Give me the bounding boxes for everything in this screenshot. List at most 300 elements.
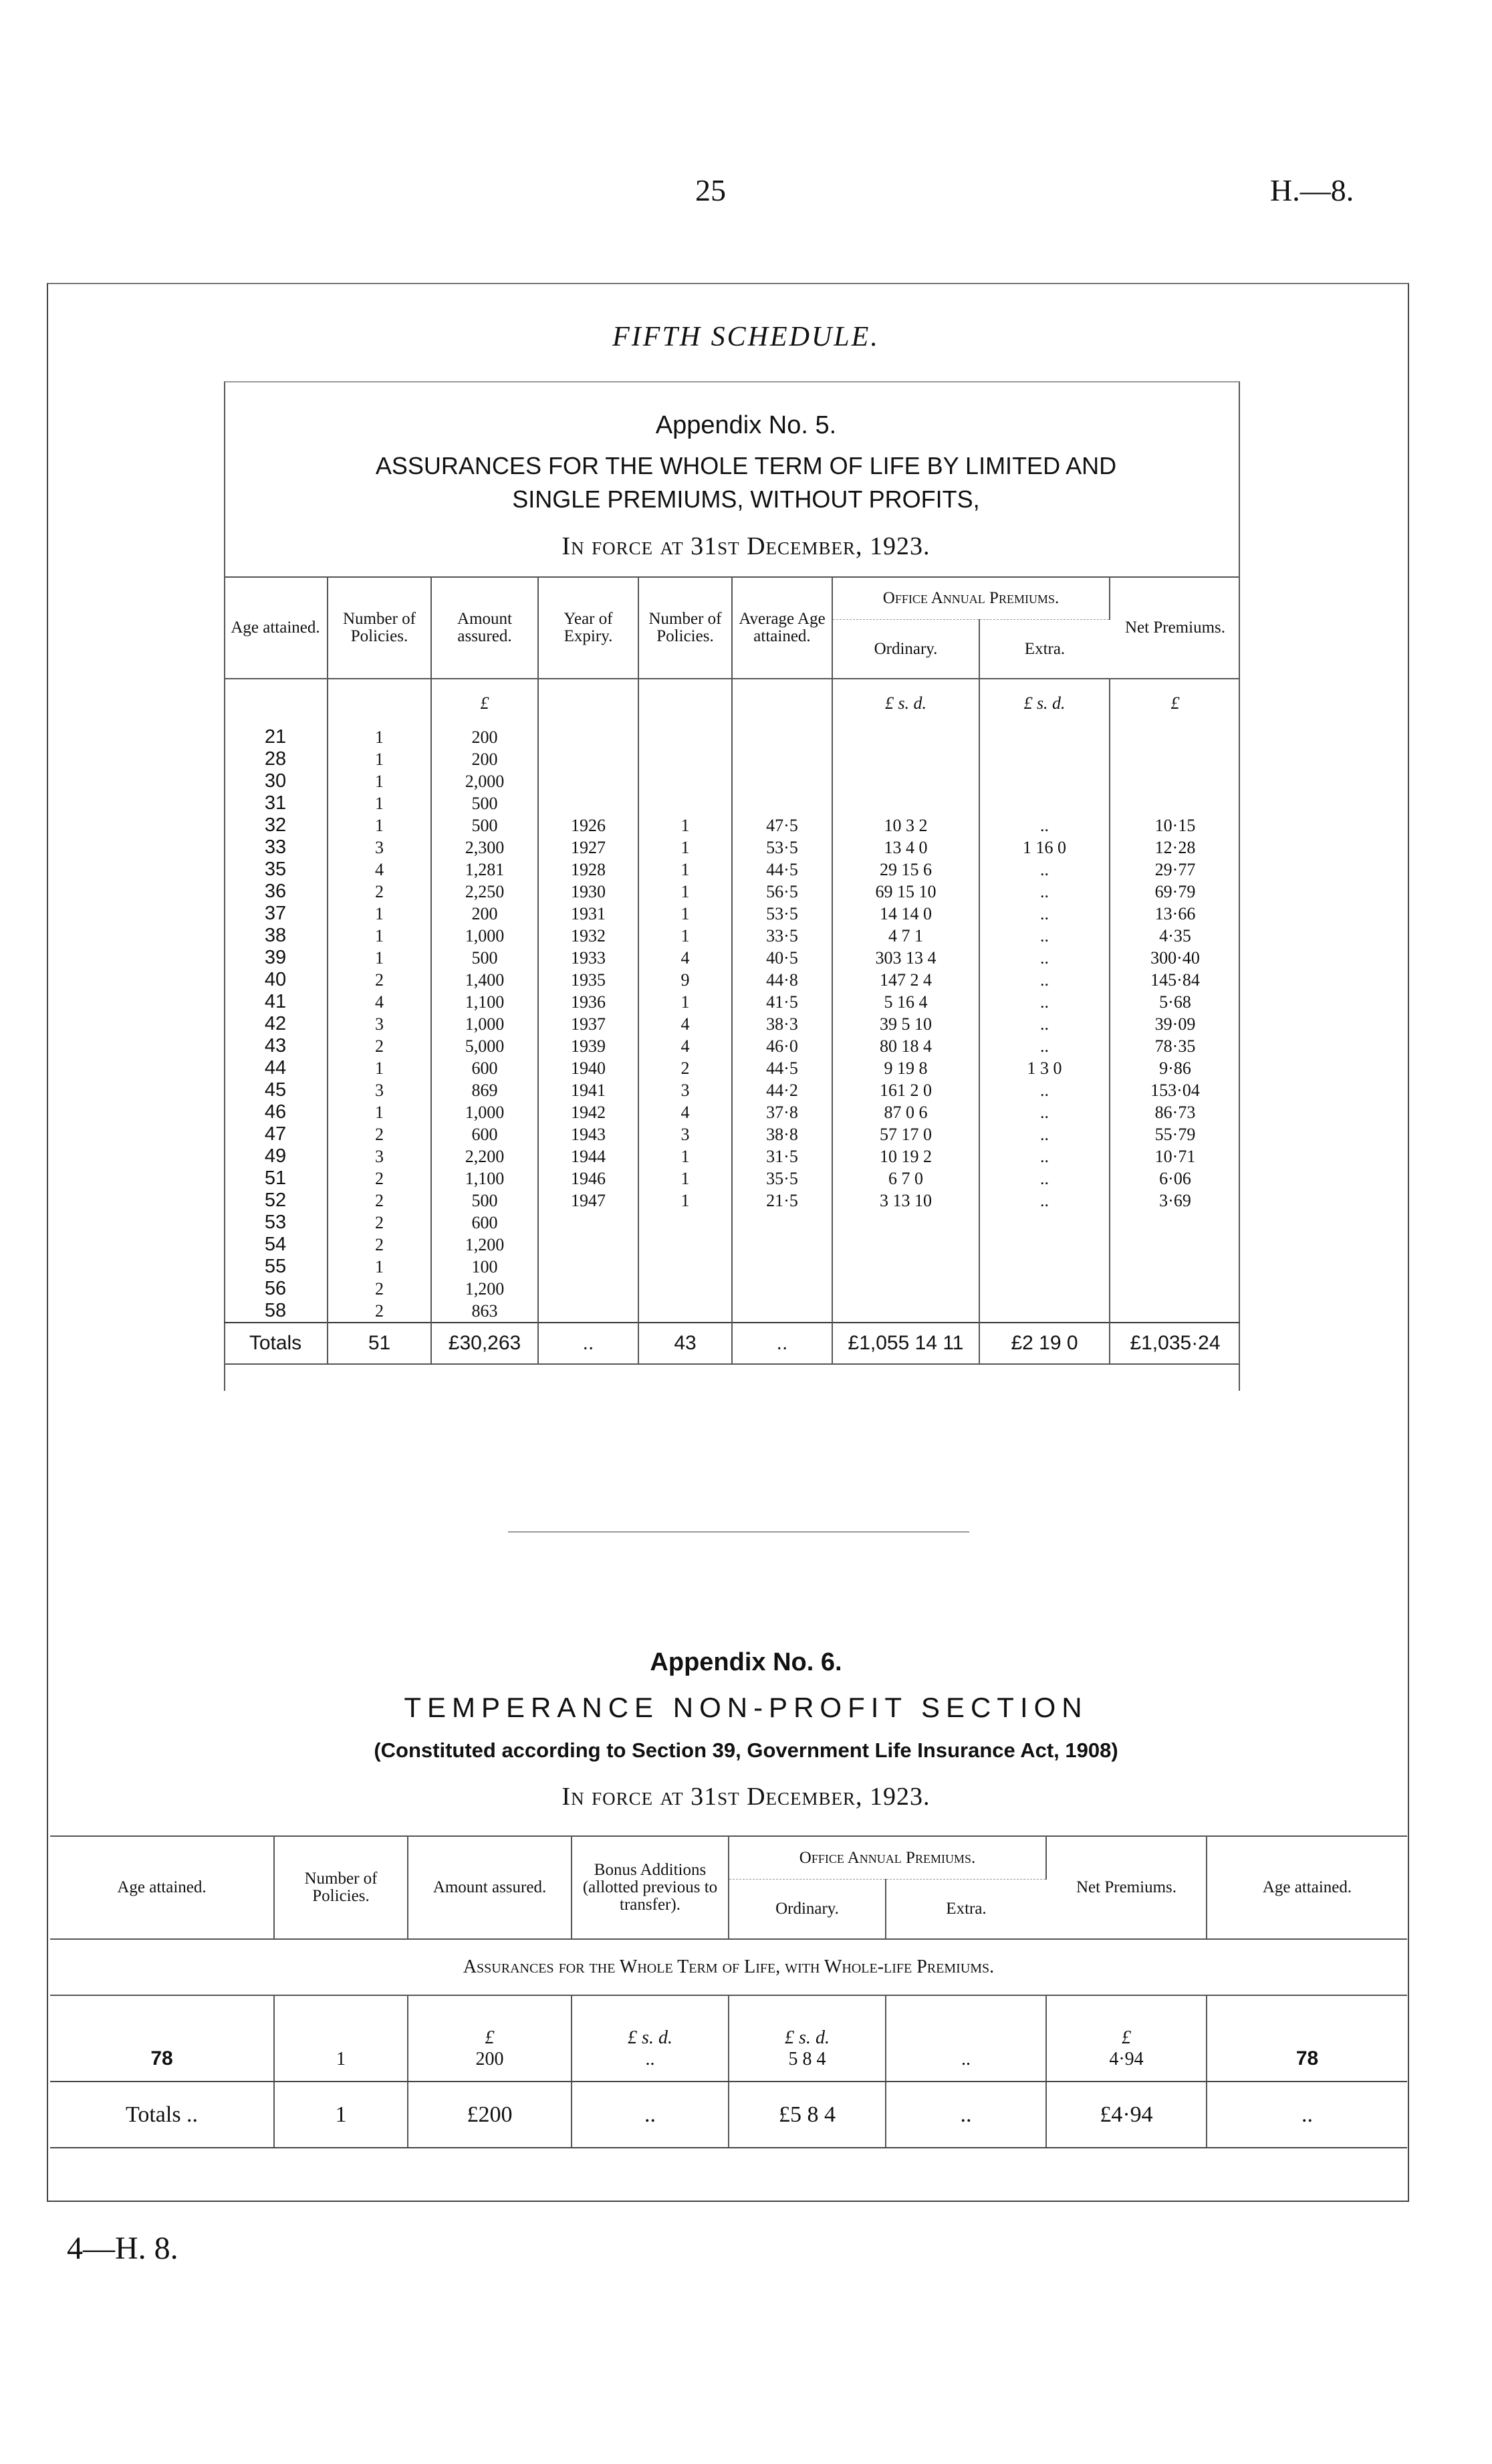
- t6-totals-net: £4·94: [1046, 2082, 1207, 2148]
- t6-header-office-premiums: Office Annual Premiums.: [729, 1836, 1046, 1880]
- cell-amount: 1,100: [431, 1167, 538, 1190]
- cell-avg-age: [732, 1234, 832, 1256]
- cell-extra: ..: [979, 925, 1110, 947]
- cell-extra: [979, 1278, 1110, 1300]
- cell-policies: 2: [328, 1190, 431, 1212]
- cell-policies-2: 1: [638, 903, 732, 925]
- cell-net: [1110, 1256, 1240, 1278]
- table-row: [224, 1167, 1240, 1190]
- cell-net: 9·86: [1159, 1058, 1191, 1078]
- cell-extra: ..: [979, 1013, 1110, 1035]
- header-num-policies-2: Number of Policies.: [638, 577, 732, 679]
- cell-amount: 1,281: [431, 859, 538, 881]
- cell-policies-2: [638, 792, 732, 814]
- t6-section-heading: Assurances for the Whole Term of Life, with Whole-life Premiums.: [50, 1939, 1407, 1995]
- table-row: [224, 925, 1240, 947]
- cell-extra: ..: [979, 1035, 1110, 1057]
- table-row: [224, 1190, 1240, 1212]
- t6-totals-extra: ..: [886, 2082, 1046, 2148]
- t6-section-row: [50, 1939, 1407, 1995]
- cell-year-expiry: [538, 748, 638, 770]
- cell-extra: 1 3 0: [979, 1057, 1110, 1079]
- cell-policies-2: 1: [638, 836, 732, 859]
- cell-policies-2: 4: [638, 947, 732, 969]
- t6-header-age-2: Age attained.: [1207, 1836, 1407, 1939]
- cell-policies: 1: [328, 1057, 431, 1079]
- t6-amount-value: 200: [475, 2049, 504, 2069]
- cell-ordinary: 6 7 0: [832, 1167, 979, 1190]
- cell-year-expiry: 1940: [538, 1057, 638, 1079]
- table-row: [224, 792, 1240, 814]
- units-row: [224, 679, 1240, 726]
- cell-ordinary: 29 15 6: [832, 859, 979, 881]
- cell-ordinary: 147 2 4: [832, 969, 979, 991]
- cell-age: 41: [224, 991, 328, 1013]
- cell-policies: 4: [328, 859, 431, 881]
- cell-policies-2: [638, 1278, 732, 1300]
- table-row: [224, 1278, 1240, 1300]
- cell-age: 54: [224, 1234, 328, 1256]
- cell-amount: 1,000: [431, 1013, 538, 1035]
- cell-year-expiry: 1933: [538, 947, 638, 969]
- cell-ordinary: 5 16 4: [832, 991, 979, 1013]
- cell-policies: 3: [328, 1013, 431, 1035]
- cell-policies-2: [638, 1300, 732, 1323]
- cell-avg-age: 37·8: [732, 1101, 832, 1123]
- section-divider: [508, 1531, 969, 1533]
- cell-policies: 1: [328, 770, 431, 792]
- cell-age: 44: [224, 1057, 328, 1079]
- cell-avg-age: 38·3: [732, 1013, 832, 1035]
- cell-year-expiry: 1939: [538, 1035, 638, 1057]
- cell-net: [1110, 770, 1240, 792]
- header-age: Age attained.: [224, 577, 328, 679]
- cell-ordinary: 303 13 4: [832, 947, 979, 969]
- cell-ordinary: [832, 726, 979, 748]
- cell-net: 39·09: [1154, 1014, 1196, 1034]
- table-row: [224, 814, 1240, 836]
- header-num-policies: Number of Policies.: [328, 577, 431, 679]
- cell-policies: 3: [328, 1079, 431, 1101]
- cell-age: 39: [224, 947, 328, 969]
- appendix5-title: Appendix No. 5.: [655, 411, 837, 439]
- cell-extra: ..: [979, 1145, 1110, 1167]
- cell-net: 4·35: [1159, 926, 1191, 945]
- cell-net: 153·04: [1150, 1081, 1200, 1100]
- cell-net: 13·66: [1154, 904, 1196, 923]
- unit-net: £: [1170, 693, 1180, 713]
- cell-policies: 2: [328, 1212, 431, 1234]
- cell-policies: 1: [328, 925, 431, 947]
- header-amount: Amount assured.: [431, 577, 538, 679]
- cell-year-expiry: 1943: [538, 1123, 638, 1145]
- cell-age: 45: [224, 1079, 328, 1101]
- t6-extra: ..: [886, 1995, 1046, 2082]
- cell-avg-age: 31·5: [732, 1145, 832, 1167]
- cell-policies: 1: [328, 814, 431, 836]
- cell-age: 46: [224, 1101, 328, 1123]
- cell-policies: 2: [328, 1278, 431, 1300]
- t6-unit-amount: £: [485, 2027, 495, 2048]
- cell-policies: 2: [328, 1167, 431, 1190]
- cell-net: [1110, 726, 1240, 748]
- cell-year-expiry: 1944: [538, 1145, 638, 1167]
- cell-policies: 1: [328, 1256, 431, 1278]
- cell-policies: 2: [328, 881, 431, 903]
- cell-policies-2: 4: [638, 1035, 732, 1057]
- cell-avg-age: 33·5: [732, 925, 832, 947]
- t6-totals-policies: 1: [274, 2082, 408, 2148]
- cell-amount: 1,200: [431, 1278, 538, 1300]
- unit-amount: £: [431, 679, 538, 726]
- appendix5-table: [224, 576, 1240, 1365]
- cell-age: 32: [224, 814, 328, 836]
- cell-avg-age: 44·5: [732, 1057, 832, 1079]
- cell-amount: 200: [431, 748, 538, 770]
- t6-unit-net: £: [1122, 2027, 1131, 2048]
- cell-extra: ..: [979, 947, 1110, 969]
- table-row: [224, 1145, 1240, 1167]
- cell-year-expiry: 1928: [538, 859, 638, 881]
- cell-policies-2: 3: [638, 1079, 732, 1101]
- unit-extra: £ s. d.: [979, 679, 1110, 726]
- cell-extra: ..: [979, 859, 1110, 881]
- cell-amount: 1,000: [431, 925, 538, 947]
- cell-ordinary: 10 3 2: [832, 814, 979, 836]
- cell-net: 55·79: [1154, 1125, 1196, 1144]
- t6-totals-bonus: ..: [572, 2082, 729, 2148]
- cell-policies: 1: [328, 748, 431, 770]
- cell-amount: 863: [431, 1300, 538, 1323]
- cell-ordinary: [832, 1278, 979, 1300]
- cell-age: 55: [224, 1256, 328, 1278]
- document-reference: H.—8.: [1270, 173, 1354, 207]
- cell-policies-2: 1: [638, 925, 732, 947]
- cell-policies: 2: [328, 1123, 431, 1145]
- cell-year-expiry: 1935: [538, 969, 638, 991]
- cell-net: 6·06: [1159, 1169, 1191, 1188]
- cell-avg-age: [732, 1212, 832, 1234]
- cell-policies-2: [638, 770, 732, 792]
- cell-net: 69·79: [1154, 882, 1196, 901]
- cell-avg-age: [732, 792, 832, 814]
- appendix6-in-force: In force at 31st December, 1923.: [562, 1783, 930, 1811]
- cell-policies: 2: [328, 969, 431, 991]
- cell-avg-age: 56·5: [732, 881, 832, 903]
- cell-age: 42: [224, 1013, 328, 1035]
- appendix5-subtitle-line1: ASSURANCES FOR THE WHOLE TERM OF LIFE BY LIMITED AND: [375, 452, 1117, 479]
- table-row: [224, 726, 1240, 748]
- cell-year-expiry: 1946: [538, 1167, 638, 1190]
- cell-year-expiry: [538, 792, 638, 814]
- cell-extra: ..: [979, 1079, 1110, 1101]
- t6-header-num-policies: Number of Policies.: [274, 1836, 408, 1939]
- header-office-premiums: Office Annual Premiums.: [832, 577, 1110, 620]
- cell-extra: [979, 1234, 1110, 1256]
- totals-year: ..: [538, 1323, 638, 1364]
- cell-amount: 1,200: [431, 1234, 538, 1256]
- cell-ordinary: [832, 1234, 979, 1256]
- table-row: [224, 1013, 1240, 1035]
- cell-avg-age: 40·5: [732, 947, 832, 969]
- t6-net-value: 4·94: [1109, 2049, 1144, 2069]
- cell-policies: 3: [328, 836, 431, 859]
- cell-year-expiry: 1947: [538, 1190, 638, 1212]
- cell-ordinary: 80 18 4: [832, 1035, 979, 1057]
- unit-ordinary: £ s. d.: [832, 679, 979, 726]
- cell-age: 58: [224, 1300, 328, 1323]
- totals-row: [224, 1323, 1240, 1364]
- cell-avg-age: 35·5: [732, 1167, 832, 1190]
- t6-header-net: Net Premiums.: [1046, 1836, 1207, 1939]
- cell-extra: [979, 1256, 1110, 1278]
- t6-totals-amount: £200: [408, 2082, 572, 2148]
- cell-amount: 5,000: [431, 1035, 538, 1057]
- cell-avg-age: 53·5: [732, 903, 832, 925]
- table-row: [224, 1101, 1240, 1123]
- cell-policies: 1: [328, 792, 431, 814]
- cell-policies-2: 4: [638, 1013, 732, 1035]
- cell-extra: ..: [979, 881, 1110, 903]
- t6-totals-row: [50, 2082, 1407, 2148]
- cell-amount: 500: [431, 814, 538, 836]
- cell-age: 51: [224, 1167, 328, 1190]
- header-year-expiry: Year of Expiry.: [538, 577, 638, 679]
- cell-ordinary: [832, 792, 979, 814]
- t6-unit-ordinary: £ s. d.: [785, 2027, 830, 2048]
- cell-extra: ..: [979, 903, 1110, 925]
- cell-amount: 200: [431, 726, 538, 748]
- cell-amount: 1,400: [431, 969, 538, 991]
- cell-policies-2: 1: [638, 1190, 732, 1212]
- cell-policies-2: 1: [638, 814, 732, 836]
- cell-age: 49: [224, 1145, 328, 1167]
- t6-net: [1046, 1995, 1207, 2082]
- t6-header-amount: Amount assured.: [408, 1836, 572, 1939]
- cell-extra: [979, 748, 1110, 770]
- cell-avg-age: [732, 726, 832, 748]
- cell-age: 56: [224, 1278, 328, 1300]
- cell-extra: ..: [979, 991, 1110, 1013]
- table-row: [224, 1256, 1240, 1278]
- cell-extra: [979, 1300, 1110, 1323]
- cell-avg-age: [732, 1256, 832, 1278]
- cell-year-expiry: 1936: [538, 991, 638, 1013]
- cell-policies-2: [638, 1234, 732, 1256]
- cell-year-expiry: [538, 1300, 638, 1323]
- t6-header-age: Age attained.: [50, 1836, 274, 1939]
- cell-amount: 500: [431, 792, 538, 814]
- appendix5-in-force: In force at 31st December, 1923.: [562, 532, 930, 560]
- cell-policies-2: 1: [638, 859, 732, 881]
- cell-year-expiry: 1937: [538, 1013, 638, 1035]
- footer-signature: 4—H. 8.: [67, 2231, 178, 2266]
- cell-age: 52: [224, 1190, 328, 1212]
- cell-age: 36: [224, 881, 328, 903]
- t6-ordinary: [729, 1995, 886, 2082]
- cell-year-expiry: 1941: [538, 1079, 638, 1101]
- t6-totals-age: ..: [1207, 2082, 1407, 2148]
- t6-policies: 1: [274, 1995, 408, 2082]
- cell-age: 21: [224, 726, 328, 748]
- cell-amount: 1,000: [431, 1101, 538, 1123]
- cell-year-expiry: [538, 1278, 638, 1300]
- appendix6-subtitle: TEMPERANCE NON-PROFIT SECTION: [404, 1692, 1088, 1723]
- table-row: [224, 836, 1240, 859]
- cell-ordinary: [832, 748, 979, 770]
- cell-age: 43: [224, 1035, 328, 1057]
- totals-extra: £2 19 0: [979, 1323, 1110, 1364]
- cell-ordinary: 87 0 6: [832, 1101, 979, 1123]
- cell-avg-age: 44·5: [732, 859, 832, 881]
- t6-header-extra: Extra.: [886, 1880, 1046, 1939]
- table-row: [224, 991, 1240, 1013]
- table-row: [224, 859, 1240, 881]
- cell-policies-2: 3: [638, 1123, 732, 1145]
- cell-policies: 2: [328, 1300, 431, 1323]
- cell-year-expiry: [538, 770, 638, 792]
- cell-ordinary: 14 14 0: [832, 903, 979, 925]
- header-extra: Extra.: [979, 620, 1110, 679]
- cell-age: 37: [224, 903, 328, 925]
- cell-age: 33: [224, 836, 328, 859]
- cell-ordinary: [832, 1256, 979, 1278]
- table-row: [224, 969, 1240, 991]
- cell-year-expiry: 1932: [538, 925, 638, 947]
- table-row: [224, 1035, 1240, 1057]
- cell-policies-2: 1: [638, 1145, 732, 1167]
- cell-policies-2: [638, 748, 732, 770]
- totals-amount: £30,263: [431, 1323, 538, 1364]
- cell-net: [1110, 1234, 1240, 1256]
- cell-amount: 600: [431, 1057, 538, 1079]
- cell-policies: 2: [328, 1035, 431, 1057]
- cell-net: 86·73: [1154, 1103, 1196, 1122]
- cell-ordinary: 13 4 0: [832, 836, 979, 859]
- cell-extra: ..: [979, 1101, 1110, 1123]
- totals-net: £1,035·24: [1110, 1323, 1240, 1364]
- t6-unit-bonus: £ s. d.: [628, 2027, 672, 2048]
- cell-extra: 1 16 0: [979, 836, 1110, 859]
- cell-avg-age: 47·5: [732, 814, 832, 836]
- appendix6-constituted: (Constituted according to Section 39, Government Life Insurance Act, 1908): [374, 1739, 1118, 1762]
- cell-net: 12·28: [1154, 838, 1196, 857]
- cell-policies-2: 1: [638, 881, 732, 903]
- page-number: 25: [695, 173, 726, 207]
- cell-year-expiry: [538, 726, 638, 748]
- cell-avg-age: 53·5: [732, 836, 832, 859]
- header-ordinary: Ordinary.: [832, 620, 979, 679]
- cell-amount: 200: [431, 903, 538, 925]
- cell-age: 47: [224, 1123, 328, 1145]
- cell-extra: [979, 770, 1110, 792]
- appendix5-subtitle-line2: SINGLE PREMIUMS, WITHOUT PROFITS,: [512, 485, 980, 513]
- totals-policies: 51: [328, 1323, 431, 1364]
- table-row: [224, 881, 1240, 903]
- t6-totals-label: Totals ..: [50, 2082, 274, 2148]
- cell-ordinary: 57 17 0: [832, 1123, 979, 1145]
- cell-age: 31: [224, 792, 328, 814]
- cell-policies: 2: [328, 1234, 431, 1256]
- table-row: [224, 1123, 1240, 1145]
- t6-header-bonus: Bonus Additions (allotted previous to transfer).: [572, 1836, 729, 1939]
- t6-totals-ordinary: £5 8 4: [729, 2082, 886, 2148]
- t6-data-row: [50, 1995, 1407, 2082]
- cell-avg-age: [732, 770, 832, 792]
- cell-amount: 1,100: [431, 991, 538, 1013]
- table-header-row: [224, 577, 1240, 620]
- cell-ordinary: 161 2 0: [832, 1079, 979, 1101]
- cell-extra: ..: [979, 969, 1110, 991]
- table-row: [224, 1079, 1240, 1101]
- cell-amount: 600: [431, 1123, 538, 1145]
- cell-extra: [979, 1212, 1110, 1234]
- cell-policies-2: 4: [638, 1101, 732, 1123]
- cell-avg-age: 44·8: [732, 969, 832, 991]
- cell-net: 10·71: [1154, 1147, 1196, 1166]
- cell-extra: ..: [979, 814, 1110, 836]
- cell-amount: 2,250: [431, 881, 538, 903]
- cell-avg-age: 21·5: [732, 1190, 832, 1212]
- cell-ordinary: [832, 1212, 979, 1234]
- cell-net: [1110, 748, 1240, 770]
- cell-policies-2: [638, 1256, 732, 1278]
- cell-avg-age: [732, 1300, 832, 1323]
- cell-extra: ..: [979, 1190, 1110, 1212]
- cell-net: 3·69: [1159, 1191, 1191, 1210]
- cell-ordinary: [832, 770, 979, 792]
- cell-net: [1110, 1278, 1240, 1300]
- cell-avg-age: [732, 1278, 832, 1300]
- cell-ordinary: 4 7 1: [832, 925, 979, 947]
- cell-net: 10·15: [1154, 816, 1196, 835]
- table-row: [224, 903, 1240, 925]
- table-row: [224, 748, 1240, 770]
- table-row: [224, 1057, 1240, 1079]
- cell-amount: 2,200: [431, 1145, 538, 1167]
- cell-year-expiry: 1927: [538, 836, 638, 859]
- cell-year-expiry: 1926: [538, 814, 638, 836]
- cell-age: 30: [224, 770, 328, 792]
- header-avg-age: Average Age attained.: [732, 577, 832, 679]
- totals-policies-2: 43: [638, 1323, 732, 1364]
- cell-year-expiry: 1930: [538, 881, 638, 903]
- cell-amount: 500: [431, 947, 538, 969]
- totals-label: Totals: [224, 1323, 328, 1364]
- cell-year-expiry: [538, 1234, 638, 1256]
- t6-header-row: [50, 1836, 1407, 1880]
- cell-age: 53: [224, 1212, 328, 1234]
- t6-bonus-value: ..: [645, 2049, 655, 2069]
- cell-net: [1110, 1300, 1240, 1323]
- cell-amount: 600: [431, 1212, 538, 1234]
- cell-policies: 3: [328, 1145, 431, 1167]
- cell-ordinary: 69 15 10: [832, 881, 979, 903]
- cell-net: 145·84: [1150, 970, 1200, 990]
- t6-bonus: [572, 1995, 729, 2082]
- cell-age: 38: [224, 925, 328, 947]
- cell-extra: [979, 726, 1110, 748]
- schedule-title: FIFTH SCHEDULE.: [612, 322, 880, 352]
- cell-policies-2: [638, 726, 732, 748]
- table-row: [224, 1300, 1240, 1323]
- cell-avg-age: 46·0: [732, 1035, 832, 1057]
- cell-policies: 1: [328, 1101, 431, 1123]
- cell-net: [1110, 1212, 1240, 1234]
- totals-ordinary: £1,055 14 11: [832, 1323, 979, 1364]
- cell-year-expiry: 1942: [538, 1101, 638, 1123]
- table-row: [224, 947, 1240, 969]
